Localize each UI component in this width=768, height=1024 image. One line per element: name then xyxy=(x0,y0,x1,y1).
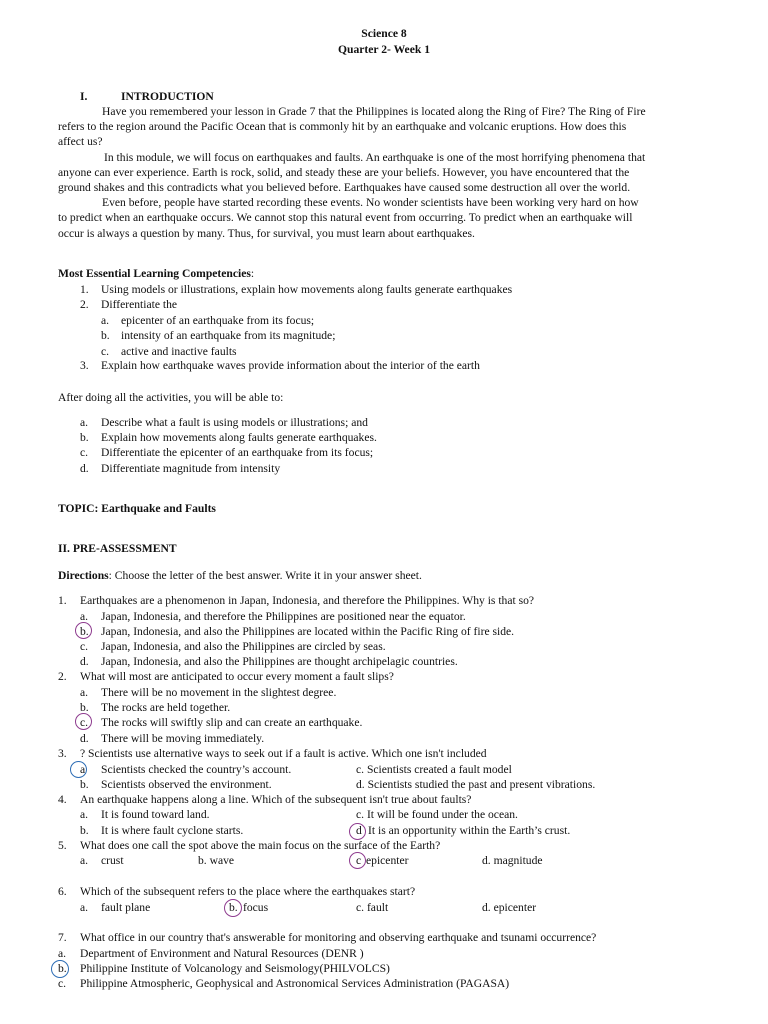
q1-option-c: Japan, Indonesia, and also the Philippines are circled by seas. xyxy=(101,640,386,653)
q2-number: 2. xyxy=(58,670,67,683)
intro-line-1: Have you remembered your lesson in Grade 7 that the Philippines is located along the Ring of Fire? The Ring of Fire xyxy=(102,105,646,118)
intro-line-3: affect us? xyxy=(58,135,103,148)
q7-text: What office in our country that's answerable for monitoring and observing earthquake and tsunami occurrence? xyxy=(80,931,597,944)
q5-letter-c: c xyxy=(356,854,362,867)
q1-option-d: Japan, Indonesia, and also the Philippines are thought archipelagic countries. xyxy=(101,655,458,668)
q7-letter-c: c. xyxy=(58,977,67,990)
q6-number: 6. xyxy=(58,885,67,898)
q1-letter-a: a. xyxy=(80,610,89,623)
melc-item-1: Using models or illustrations, explain how movements along faults generate earthquakes xyxy=(101,283,513,296)
intro-line-7: Even before, people have started recording these events. No wonder scientists have been working very hard on how xyxy=(102,196,639,209)
q7-letter-b: b. xyxy=(58,962,67,975)
melc-sub-c: active and inactive faults xyxy=(121,345,237,358)
q4-option-b: It is where fault cyclone starts. xyxy=(101,824,244,837)
q4-text: An earthquake happens along a line. Which of the subsequent isn't true about faults? xyxy=(80,793,472,806)
q6-text: Which of the subsequent refers to the place where the earthquakes start? xyxy=(80,885,416,898)
q4-letter-d: d xyxy=(356,824,362,837)
topic-heading: TOPIC: Earthquake and Faults xyxy=(58,502,216,515)
melc-heading: Most Essential Learning Competencies xyxy=(58,267,251,280)
q1-letter-c: c. xyxy=(80,640,89,653)
q5-number: 5. xyxy=(58,839,67,852)
q6-answer-circle xyxy=(224,899,242,917)
objective-a: Describe what a fault is using models or illustrations; and xyxy=(101,416,368,429)
intro-line-9: occur is always a question by many. Thus, for survival, you must learn about earthquakes. xyxy=(58,227,475,240)
q2-letter-d: d. xyxy=(80,732,89,745)
melc-item-3: Explain how earthquake waves provide information about the interior of the earth xyxy=(101,359,480,372)
q6-option-a: fault plane xyxy=(101,901,151,914)
objective-letter-c: c. xyxy=(80,446,89,459)
q7-letter-a: a. xyxy=(58,947,67,960)
q5-answer-circle xyxy=(349,852,366,869)
q5-option-b: b. wave xyxy=(198,854,235,867)
document-title: Science 8 xyxy=(361,27,407,40)
q4-number: 4. xyxy=(58,793,67,806)
q6-letter-a: a. xyxy=(80,901,89,914)
intro-line-6: ground shakes and this contradicts what you believed before. Earthquakes have caused some destruction all over the world. xyxy=(58,181,631,194)
intro-heading: INTRODUCTION xyxy=(121,90,214,103)
q7-number: 7. xyxy=(58,931,67,944)
intro-line-5: anyone can ever experience. Earth is rock, solid, and steady these are your beliefs. However, you have encountered that the xyxy=(58,166,630,179)
directions-text: : Choose the letter of the best answer. Write it in your answer sheet. xyxy=(108,569,422,582)
melc-sub-b: intensity of an earthquake from its magnitude; xyxy=(121,329,336,342)
q3-text: ? Scientists use alternative ways to seek out if a fault is active. Which one isn't included xyxy=(80,747,487,760)
q6-option-d: d. epicenter xyxy=(482,901,537,914)
q1-text: Earthquakes are a phenomenon in Japan, Indonesia, and therefore the Philippines. Why is that so? xyxy=(80,594,535,607)
melc-heading-row xyxy=(58,266,254,281)
q2-option-d: There will be moving immediately. xyxy=(101,732,265,745)
q2-option-a: There will be no movement in the slightest degree. xyxy=(101,686,337,699)
q1-option-b: Japan, Indonesia, and also the Philippines are located within the Pacific Ring of fire side. xyxy=(101,625,515,638)
q7-option-b: Philippine Institute of Volcanology and Seismology(PHILVOLCS) xyxy=(80,962,390,975)
objective-letter-d: d. xyxy=(80,462,89,475)
q7-option-a: Department of Environment and Natural Resources (DENR ) xyxy=(80,947,364,960)
q3-answer-circle xyxy=(70,761,87,778)
q6-option-b: focus xyxy=(243,901,269,914)
melc-sub-a: epicenter of an earthquake from its focus; xyxy=(121,314,315,327)
objective-d: Differentiate magnitude from intensity xyxy=(101,462,281,475)
melc-item-2: Differentiate the xyxy=(101,298,178,311)
objective-letter-a: a. xyxy=(80,416,89,429)
melc-num-2: 2. xyxy=(80,298,89,311)
intro-line-2: refers to the region around the Pacific Ocean that is commonly hit by an earthquake and volcanic eruptions. How does this xyxy=(58,120,627,133)
q3-number: 3. xyxy=(58,747,67,760)
q6-option-c: c. fault xyxy=(356,901,389,914)
q5-option-a: crust xyxy=(101,854,124,867)
q4-letter-a: a. xyxy=(80,808,89,821)
q7-option-c: Philippine Atmospheric, Geophysical and Astronomical Services Administration (PAGASA) xyxy=(80,977,510,990)
q5-letter-a: a. xyxy=(80,854,89,867)
q5-text: What does one call the spot above the main focus on the surface of the Earth? xyxy=(80,839,441,852)
q3-option-b: Scientists observed the environment. xyxy=(101,778,272,791)
q1-option-a: Japan, Indonesia, and therefore the Philippines are positioned near the equator. xyxy=(101,610,466,623)
q5-option-d: d. magnitude xyxy=(482,854,543,867)
q3-option-c: c. Scientists created a fault model xyxy=(356,763,512,776)
directions-label: Directions xyxy=(58,569,109,582)
document-subtitle: Quarter 2- Week 1 xyxy=(338,43,430,56)
q1-letter-d: d. xyxy=(80,655,89,668)
melc-sub-c-letter: c. xyxy=(101,345,110,358)
q2-letter-a: a. xyxy=(80,686,89,699)
objectives-lead: After doing all the activities, you will be able to: xyxy=(58,391,284,404)
intro-line-8: to predict when an earthquake occurs. We cannot stop this natural event from occurring. To predict when an earthquake will xyxy=(58,211,633,224)
q4-option-d: It is an opportunity within the Earth’s crust. xyxy=(368,824,571,837)
intro-line-4: In this module, we will focus on earthquakes and faults. An earthquake is one of the most horrifying phenomena that xyxy=(104,151,646,164)
q3-option-d: d. Scientists studied the past and present vibrations. xyxy=(356,778,596,791)
q3-option-a: Scientists checked the country’s account. xyxy=(101,763,292,776)
q1-number: 1. xyxy=(58,594,67,607)
q2-letter-c: c. xyxy=(80,716,89,729)
melc-colon: : xyxy=(250,267,255,280)
q3-letter-a: a xyxy=(80,763,86,776)
q3-letter-b: b. xyxy=(80,778,89,791)
q1-letter-b: b. xyxy=(80,625,89,638)
objective-letter-b: b. xyxy=(80,431,89,444)
q2-text: What will most are anticipated to occur every moment a fault slips? xyxy=(80,670,394,683)
melc-sub-a-letter: a. xyxy=(101,314,110,327)
q4-option-a: It is found toward land. xyxy=(101,808,210,821)
objective-c: Differentiate the epicenter of an earthquake from its focus; xyxy=(101,446,374,459)
q5-option-c: epicenter xyxy=(366,854,409,867)
melc-num-3: 3. xyxy=(80,359,89,372)
q4-option-c: c. It will be found under the ocean. xyxy=(356,808,518,821)
q2-answer-circle xyxy=(75,713,92,730)
melc-num-1: 1. xyxy=(80,283,89,296)
q4-letter-b: b. xyxy=(80,824,89,837)
intro-numeral: I. xyxy=(80,90,88,103)
q2-option-b: The rocks are held together. xyxy=(101,701,231,714)
objective-b: Explain how movements along faults generate earthquakes. xyxy=(101,431,377,444)
preassessment-heading: II. PRE-ASSESSMENT xyxy=(58,542,177,555)
q6-letter-b: b. xyxy=(229,901,238,914)
melc-sub-b-letter: b. xyxy=(101,329,110,342)
directions xyxy=(58,568,422,583)
q1-answer-circle xyxy=(75,622,92,639)
q2-option-c: The rocks will swiftly slip and can create an earthquake. xyxy=(101,716,363,729)
q2-letter-b: b. xyxy=(80,701,89,714)
